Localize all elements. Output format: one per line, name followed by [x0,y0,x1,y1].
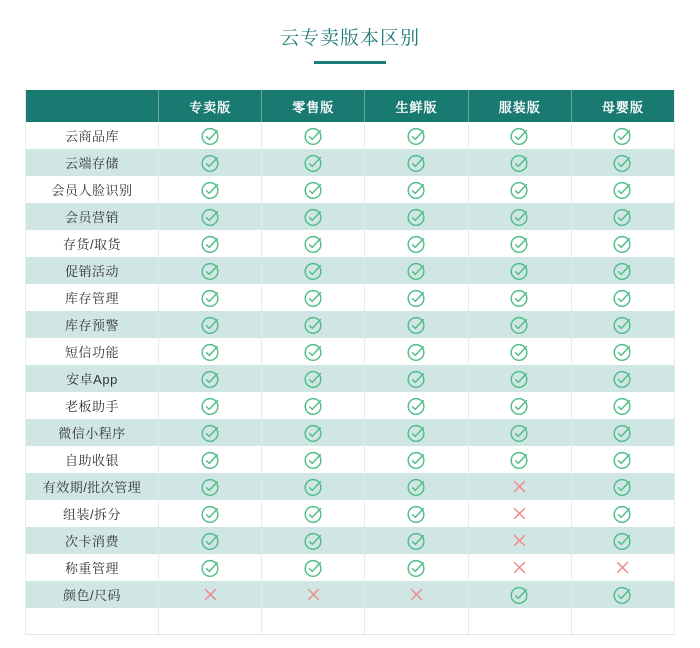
value-cell [365,419,468,446]
feature-label: 存货/取货 [62,237,122,252]
value-cell [262,122,365,149]
value-cell [159,473,262,500]
value-cell [572,230,674,257]
check-circle-icon [406,476,427,497]
feature-label: 组装/拆分 [62,507,122,522]
value-cell [262,554,365,581]
feature-label: 库存管理 [64,291,119,306]
value-cell [469,527,572,554]
cross-icon [409,587,424,602]
table-row [26,149,674,176]
value-cell [159,446,262,473]
value-cell [159,284,262,311]
check-circle-icon [509,584,530,605]
check-circle-icon [200,179,221,200]
check-circle-icon [509,368,530,389]
value-cell [572,176,674,203]
row-label-cell [26,527,159,554]
check-circle-icon [509,233,530,254]
check-circle-icon [200,557,221,578]
value-cell [572,122,674,149]
check-circle-icon [200,233,221,254]
feature-label: 安卓App [66,372,118,387]
table-row [26,554,674,581]
value-cell [469,365,572,392]
table-row [26,500,674,527]
value-cell [365,500,468,527]
value-cell [572,527,674,554]
feature-label: 老板助手 [64,399,119,414]
check-circle-icon [612,476,633,497]
check-circle-icon [612,503,633,524]
value-cell [572,203,674,230]
value-cell [262,473,365,500]
check-circle-icon [200,206,221,227]
cross-icon [512,533,527,548]
check-circle-icon [509,125,530,146]
value-cell [262,176,365,203]
value-cell [572,284,674,311]
value-cell [572,581,674,608]
check-circle-icon [303,422,324,443]
check-circle-icon [612,206,633,227]
row-label-cell [26,176,159,203]
check-circle-icon [303,503,324,524]
value-cell [262,284,365,311]
check-circle-icon [200,530,221,551]
value-cell [159,581,262,608]
check-circle-icon [612,422,633,443]
value-cell [572,311,674,338]
row-label-cell [26,338,159,365]
check-circle-icon [200,368,221,389]
row-label-cell [26,500,159,527]
check-circle-icon [612,449,633,470]
check-circle-icon [509,314,530,335]
feature-label: 短信功能 [64,345,119,360]
check-circle-icon [509,287,530,308]
check-circle-icon [612,530,633,551]
check-circle-icon [200,260,221,281]
check-circle-icon [200,449,221,470]
row-label-cell [26,257,159,284]
table-row [26,473,674,500]
check-circle-icon [612,368,633,389]
check-circle-icon [612,179,633,200]
column-header-1: 专卖版 [159,90,262,122]
feature-label: 会员人脸识别 [51,183,133,198]
cross-icon [512,560,527,575]
table-row [26,203,674,230]
value-cell [469,554,572,581]
check-circle-icon [406,287,427,308]
check-circle-icon [406,260,427,281]
value-cell [469,581,572,608]
value-cell [159,122,262,149]
column-header-5: 母婴版 [601,99,644,115]
check-circle-icon [303,287,324,308]
feature-label: 称重管理 [64,561,119,576]
check-circle-icon [200,503,221,524]
value-cell [159,257,262,284]
row-label-cell [26,149,159,176]
value-cell [572,257,674,284]
table-row [26,311,674,338]
value-cell [365,230,468,257]
value-cell [159,311,262,338]
value-cell [262,581,365,608]
check-circle-icon [509,206,530,227]
row-label-cell [26,203,159,230]
value-cell [469,392,572,419]
value-cell [365,473,468,500]
value-cell [365,392,468,419]
cross-icon [306,587,321,602]
cross-icon [512,479,527,494]
value-cell [262,149,365,176]
value-cell [159,554,262,581]
table-row [26,338,674,365]
value-cell [159,527,262,554]
check-circle-icon [406,152,427,173]
feature-label: 促销活动 [64,264,119,279]
table-row [26,446,674,473]
feature-label: 云端存储 [64,156,119,171]
value-cell [262,365,365,392]
table-row [26,176,674,203]
value-cell [469,500,572,527]
value-cell [159,230,262,257]
table-row [26,419,674,446]
value-cell [365,122,468,149]
table-row [26,284,674,311]
value-cell [159,149,262,176]
check-circle-icon [303,206,324,227]
check-circle-icon [612,287,633,308]
value-cell [262,500,365,527]
check-circle-icon [612,260,633,281]
value-cell [469,257,572,284]
value-cell [365,176,468,203]
row-label-cell [26,473,159,500]
check-circle-icon [303,341,324,362]
feature-label: 自助收银 [64,453,119,468]
check-circle-icon [612,233,633,254]
check-circle-icon [406,233,427,254]
value-cell [365,311,468,338]
value-cell [365,149,468,176]
value-cell [572,419,674,446]
check-circle-icon [612,341,633,362]
value-cell [469,608,572,634]
check-circle-icon [509,422,530,443]
check-circle-icon [509,260,530,281]
value-cell [365,446,468,473]
check-circle-icon [303,530,324,551]
value-cell [469,419,572,446]
check-circle-icon [406,449,427,470]
value-cell [572,473,674,500]
check-circle-icon [406,179,427,200]
title-block [0,0,700,64]
row-label-cell [26,230,159,257]
table-row [26,122,674,149]
check-circle-icon [509,179,530,200]
check-circle-icon [200,152,221,173]
check-circle-icon [406,125,427,146]
check-circle-icon [612,125,633,146]
table-header-row [26,90,674,122]
check-circle-icon [406,395,427,416]
value-cell [262,392,365,419]
value-cell [469,149,572,176]
value-cell [365,608,468,634]
cross-icon [203,587,218,602]
feature-label: 库存预警 [64,318,119,333]
check-circle-icon [303,152,324,173]
check-circle-icon [612,314,633,335]
check-circle-icon [406,503,427,524]
check-circle-icon [200,341,221,362]
value-cell [262,608,365,634]
check-circle-icon [509,341,530,362]
check-circle-icon [200,395,221,416]
cross-icon [512,506,527,521]
value-cell [469,473,572,500]
value-cell [572,500,674,527]
check-circle-icon [406,368,427,389]
check-circle-icon [406,341,427,362]
check-circle-icon [509,152,530,173]
check-circle-icon [612,152,633,173]
row-label-cell [26,365,159,392]
check-circle-icon [406,557,427,578]
value-cell [572,392,674,419]
value-cell [159,419,262,446]
cross-icon [615,560,630,575]
row-label-cell [26,122,159,149]
title-underline [314,61,386,64]
check-circle-icon [612,584,633,605]
table-body [26,122,674,634]
value-cell [365,284,468,311]
check-circle-icon [200,476,221,497]
table-row [26,365,674,392]
value-cell [365,365,468,392]
column-header-3: 生鲜版 [365,90,468,122]
value-cell [469,122,572,149]
value-cell [572,554,674,581]
value-cell [262,419,365,446]
value-cell [159,365,262,392]
value-cell [572,446,674,473]
value-cell [262,311,365,338]
row-label-cell [26,392,159,419]
row-label-cell [26,446,159,473]
value-cell [262,527,365,554]
feature-label: 次卡消费 [64,534,119,549]
value-cell [262,257,365,284]
table-row [26,392,674,419]
column-header-4: 服装版 [469,90,572,122]
value-cell [365,581,468,608]
page-title: 云专卖版本区别 [279,28,420,49]
check-circle-icon [303,449,324,470]
check-circle-icon [406,530,427,551]
value-cell [365,527,468,554]
row-label-cell [26,554,159,581]
value-cell [365,203,468,230]
check-circle-icon [509,395,530,416]
value-cell [365,257,468,284]
check-circle-icon [612,395,633,416]
check-circle-icon [406,206,427,227]
value-cell [469,446,572,473]
value-cell [572,149,674,176]
value-cell [365,338,468,365]
table-row [26,257,674,284]
value-cell [469,338,572,365]
value-cell [262,230,365,257]
value-cell [159,176,262,203]
value-cell [159,500,262,527]
check-circle-icon [303,476,324,497]
header-corner-cell [26,90,159,122]
check-circle-icon [303,557,324,578]
value-cell [469,203,572,230]
value-cell [469,176,572,203]
table-row [26,608,674,634]
feature-label: 微信小程序 [58,426,126,441]
row-label-cell [26,419,159,446]
check-circle-icon [303,395,324,416]
value-cell [262,446,365,473]
check-circle-icon [509,449,530,470]
check-circle-icon [303,179,324,200]
version-comparison-table [25,90,675,635]
check-circle-icon [200,422,221,443]
table-row [26,581,674,608]
check-circle-icon [406,314,427,335]
feature-label: 颜色/尺码 [62,588,122,603]
check-circle-icon [303,233,324,254]
check-circle-icon [200,125,221,146]
value-cell [159,608,262,634]
check-circle-icon [200,287,221,308]
value-cell [572,608,674,634]
check-circle-icon [406,422,427,443]
value-cell [572,338,674,365]
value-cell [262,338,365,365]
value-cell [469,311,572,338]
value-cell [469,230,572,257]
column-header-2: 零售版 [262,90,365,122]
check-circle-icon [303,314,324,335]
feature-label: 有效期/批次管理 [42,480,142,495]
check-circle-icon [303,125,324,146]
feature-label: 会员营销 [64,210,119,225]
value-cell [262,203,365,230]
row-label-cell [26,608,159,634]
feature-label: 云商品库 [64,129,119,144]
table-row [26,527,674,554]
row-label-cell [26,581,159,608]
value-cell [159,392,262,419]
value-cell [469,284,572,311]
value-cell [159,203,262,230]
value-cell [572,365,674,392]
value-cell [365,554,468,581]
row-label-cell [26,284,159,311]
check-circle-icon [303,368,324,389]
value-cell [159,338,262,365]
check-circle-icon [200,314,221,335]
table-row [26,230,674,257]
check-circle-icon [303,260,324,281]
row-label-cell [26,311,159,338]
